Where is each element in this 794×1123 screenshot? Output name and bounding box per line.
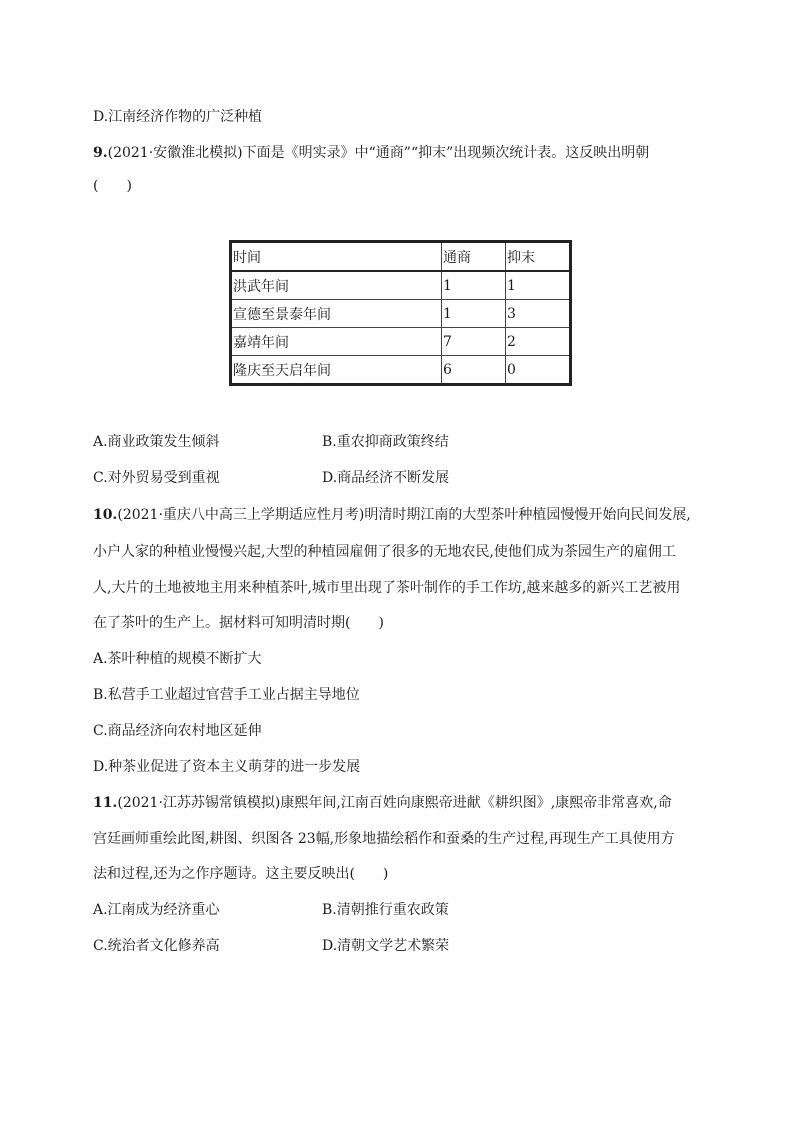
q9-option-b: B.重农抑商政策终结	[322, 434, 449, 450]
q10-option-d: D.种茶业促进了资本主义萌芽的进一步发展	[93, 759, 361, 775]
cell-tongshang: 6	[442, 356, 506, 385]
header-time: 时间	[231, 242, 442, 272]
q11-stem-line-2: 宫廷画师重绘此图,耕图、织图各 23幅,形象地描绘稻作和蚕桑的生产过程,再现生产工具使用方	[93, 831, 675, 847]
q10-stem-line-3: 人,大片的土地被地主用来种植茶叶,城市里出现了茶叶制作的手工作坊,越来越多的新兴工艺被用	[93, 580, 681, 596]
q11-stem-line-1	[93, 793, 699, 813]
q11-option-d: D.清朝文学艺术繁荣	[322, 938, 450, 954]
q10-stem-text: (2021·重庆八中高三上学期适应性月考)明清时期江南的大型茶叶种植园慢慢开始向民间发展,	[117, 507, 691, 523]
cell-yimo: 3	[506, 300, 571, 328]
q10-option-c: C.商品经济向农村地区延伸	[93, 723, 262, 739]
cell-tongshang: 1	[442, 300, 506, 328]
cell-period: 隆庆至天启年间	[231, 356, 442, 385]
q9-option-d: D.商品经济不断发展	[322, 470, 450, 486]
q10-option-b: B.私营手工业超过官营手工业占据主导地位	[93, 687, 360, 703]
q11-number: 11.	[93, 795, 118, 811]
q11-option-b: B.清朝推行重农政策	[322, 902, 449, 918]
q11-stem-text: (2021·江苏苏锡常镇模拟)康熙年间,江南百姓向康熙帝进献《耕织图》,康熙帝非常喜欢,命	[117, 795, 672, 811]
q10-stem-line-4: 在了茶叶的生产上。据材料可知明清时期( )	[93, 615, 384, 631]
table-row	[231, 328, 571, 356]
q9-option-a: A.商业政策发生倾斜	[93, 434, 220, 450]
cell-yimo: 1	[506, 271, 571, 300]
q8-option-d: D.江南经济作物的广泛种植	[93, 109, 263, 125]
q9-option-c: C.对外贸易受到重视	[93, 470, 220, 486]
q10-stem-line-2: 小户人家的种植业慢慢兴起,大型的种植园雇佣了很多的无地农民,使他们成为茶园生产的雇佣工	[93, 544, 676, 560]
cell-yimo: 0	[506, 356, 571, 385]
q10-number: 10.	[93, 507, 118, 523]
header-yimo: 抑末	[506, 242, 571, 272]
q9-stem-text: (2021·安徽淮北模拟)下面是《明实录》中“通商”“抑末”出现频次统计表。这反映出明朝	[107, 145, 650, 161]
table-header-row	[231, 242, 571, 272]
frequency-table	[229, 240, 572, 386]
q11-option-c: C.统治者文化修养高	[93, 938, 220, 954]
cell-yimo: 2	[506, 328, 571, 356]
table-row	[231, 271, 571, 300]
q11-option-a: A.江南成为经济重心	[93, 902, 220, 918]
q10-stem-line-1	[93, 505, 699, 525]
q10-option-a: A.茶叶种植的规模不断扩大	[93, 651, 262, 667]
cell-tongshang: 1	[442, 271, 506, 300]
q9-stem	[93, 143, 699, 163]
cell-tongshang: 7	[442, 328, 506, 356]
q9-answer-paren: ( )	[93, 178, 132, 194]
q11-stem-line-3: 法和过程,还为之作序题诗。这主要反映出( )	[93, 866, 389, 882]
q9-number: 9.	[93, 145, 108, 161]
cell-period: 嘉靖年间	[231, 328, 442, 356]
table-row	[231, 300, 571, 328]
table-row	[231, 356, 571, 385]
cell-period: 宣德至景泰年间	[231, 300, 442, 328]
header-tongshang: 通商	[442, 242, 506, 272]
cell-period: 洪武年间	[231, 271, 442, 300]
